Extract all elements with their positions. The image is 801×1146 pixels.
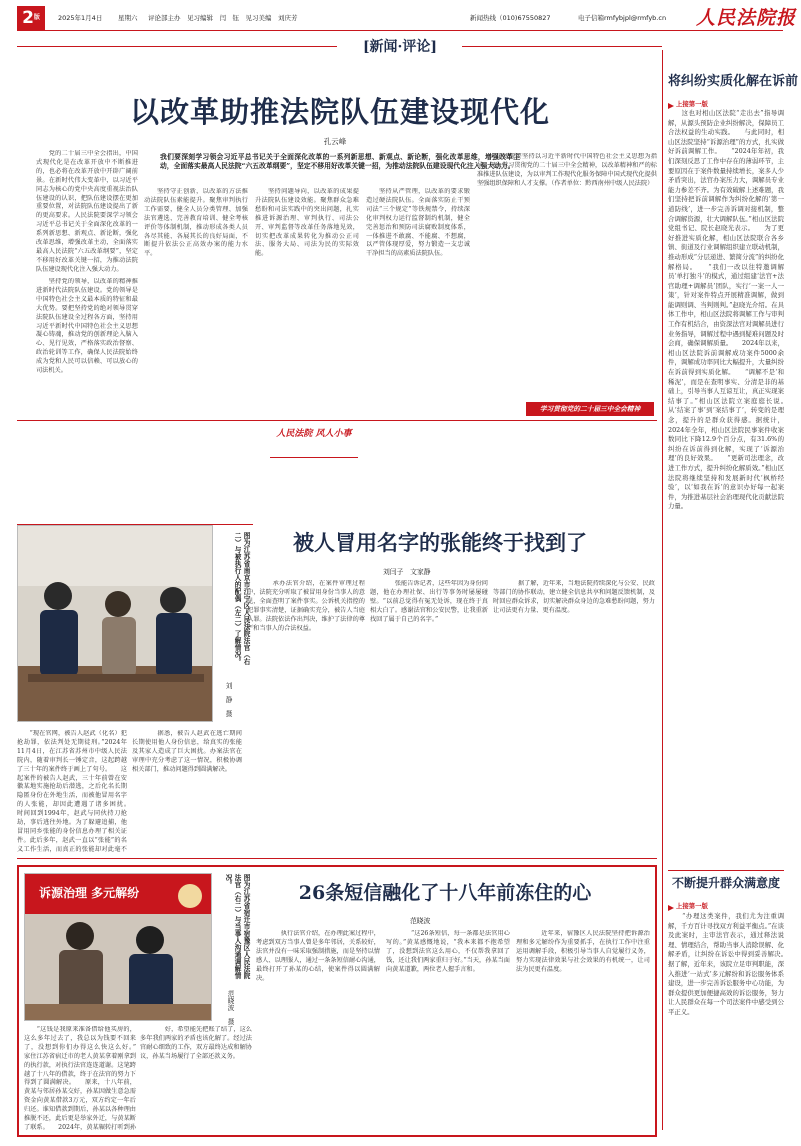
right-bottom-rule bbox=[668, 870, 784, 871]
page-suffix: 版 bbox=[33, 14, 40, 21]
story2-photo bbox=[24, 873, 212, 1021]
story2-vertical-caption: 图为江苏省宿迁市宿豫区人民法院法官（右二）与当事人沟通调解情况。 bbox=[224, 874, 250, 979]
story1-col-4 bbox=[370, 580, 488, 854]
story2-tag: 诉源治理 多元解纷 bbox=[39, 886, 140, 900]
main-article-col-1: 党的二十届三中全会指出，中国式现代化是在改革开放中不断推进的，也必将在改革开放中开辟广阔前景。在新时代伟大变革中，以习近平同志为核心的党中央高度重视法治队伍建设的认识，把队伍建设摆在更加重要位置，对法院队伍建设提出了新的更高要求。人民法院要深学习领会习近平总书记关于全面深化改革的一系列新思想、新观点、新论断，强化改革思维，增强改革主动，全面落实最高人民法院“六五改革纲要”，坚定不移用好改革关键一招，为推动法院队伍建设现代化注入强大动力。 bbox=[36, 150, 138, 273]
main-article-bottom-rule bbox=[17, 420, 657, 421]
story1-col-3-text: 承办法官介绍，在案件审理过程中，法院充分听取了被冒用身份当事人的意见，全面查明了案件事实。公诉机关指控的犯罪事实清楚，证据确实充分，被告人当庭认罪。法院依法作出判决，维护了法律的尊严和当事人的合法权益。 bbox=[247, 580, 365, 632]
page-number: 2 bbox=[22, 8, 34, 28]
courtroom-photo-illustration bbox=[18, 526, 213, 722]
story2-col-3-text: 执行法官介绍，在办理此案过程中，考虑到双方当事人曾是多年邻居，关系较好，法官并没有一味采取强制措施，而是坚持以情感人、以理服人，通过一条条短信耐心沟通，最终打开了孙某的心结，使案件得以圆满解决。 bbox=[256, 930, 380, 982]
story1-column-tag bbox=[270, 428, 358, 458]
story1-col-2-text: 据悉，被告人赵武在逃亡期间长期使用他人身份信息，给真实的张能及其家人造成了巨大困扰。办案法官在审理中充分考虑了这一情况，积极协调相关部门，推动问题得到圆满解决。 bbox=[132, 730, 242, 773]
section-rule-left bbox=[17, 46, 337, 47]
section-rule-right bbox=[462, 46, 662, 47]
right-bottom-arrow bbox=[668, 905, 674, 911]
story2-col-4 bbox=[386, 930, 510, 1132]
right-top-title: 将纠纷实质化解在诉前 bbox=[668, 74, 799, 89]
right-top-sub: 上接第一版 bbox=[676, 100, 708, 108]
main-article-lead: 我们要深刻学习领会习近平总书记关于全面深化改革的一系列新思想、新观点、新论断，强化改革思维，增强改革主动，全面落实最高人民法院“六五改革纲要”，坚定不移用好改革关键一招，为推动法院队伍建设现代化注入强大动力。 bbox=[160, 153, 520, 171]
main-article-title: 以改革助推法院队伍建设现代化 bbox=[129, 95, 550, 129]
main-article-col-6: 人民法院要坚持以习近平新时代中国特色社会主义思想为指导，深入学习贯彻党的二十届三中全会精神，以改革精神和严的标准推进队伍建设，为以审判工作现代化服务保障中国式现代化提供坚强组织保障和人才支撑。（作者单位：黔西南州中级人民法院） bbox=[477, 153, 657, 187]
story1-photo-rule bbox=[17, 524, 253, 525]
main-article-col-3: 坚持守正创新，以改革的方法推动法院队伍素能提升。聚焦审判执行工作需要，健全人员分类管理、加强法官遴选、完善教育培训、健全考核评价等体制机制，推动形成各类人员各尽其能、各展其长的良好局面，不断提升依法公正高效办案的能力水平。 bbox=[144, 188, 248, 258]
story2-author: 范晓波 bbox=[410, 917, 431, 925]
story2-photo-credit: 范晓波 摄 bbox=[226, 990, 234, 1025]
story2-col-5 bbox=[516, 930, 650, 1132]
story1-col-5 bbox=[493, 580, 655, 854]
right-column-divider bbox=[662, 50, 663, 1130]
header-hotline: 新闻热线（010)67550827 bbox=[470, 14, 551, 22]
header-editors: 评论部主办 见习编辑 闫 钰 见习美编 刘庆芳 bbox=[148, 14, 298, 22]
story2-col-5-text: 近年来，宿豫区人民法院坚持把诉源治理和多元解纷作为重要抓手，在执行工作中注重运用调解手段，积极引导当事人自觉履行义务，努力实现法律效果与社会效果的有机统一，让司法为民更有温度。 bbox=[516, 930, 650, 973]
study-banner-text: 学习贯彻党的二十届三中全会精神 bbox=[539, 405, 641, 413]
right-bottom-sub: 上接第一版 bbox=[676, 902, 708, 910]
right-top-text: 这也对相山区法院“走出去”指导调解，从源头预防企业纠纷解决，保障员工合法权益的生动实践。 与此同时，相山区法院坚持“诉源治理”的方式，扎实做好诉前调解工作。 “2024年年初，我们深刻反思了工作中存在的薄弱环节，主要原因在于案件数量持续增长，案多人少矛盾突出，法官办案压力大，调解员专业能力参差不齐。为有效破解上述难题，我们坚持把诉前调解作为纠纷化解的‘第一道防线’，进一步完善诉调对接机制，整合调解资源，壮大调解队伍。”相山区法院党组书记、院长赵晓光表示。 为了更好推进实质化解，相山区法院联合各乡镇、街道及行业调解组织建立联动机制，推动形成“分层递进、繁简分流”的纠纷化解格局。 “我们一改以往特邀调解员‘单打独斗’的模式，通过组建‘法官+法官助理+调解员’团队，实行‘一案一人一策’，针对案件特点开展精准调解，做到能调则调、当判则判。”赵晓光介绍。在具体工作中，相山区法院将调解工作与审判工作有机结合，由资深法官对调解员进行业务指导，调解过程中遇到疑难问题及时会商，确保调解质量。 2024年以来，相山区法院诉前调解成功案件5000余件，调解成功率同比大幅提升，大量纠纷在诉前得到实质化解。 “调解不是‘和稀泥’，而是在查明事实、分清是非的基础上，引导当事人互谅互让，真正实现案结事了。”相山区法院立案庭庭长说。 从‘结案了事’到‘案结事了’，转变的是理念，提升的是群众获得感。据统计，2024年全年，相山区法院民事案件收案数同比下降12.9个百分点，有31.6%的纠纷在诉前得到化解，实现了‘诉源治理’的良好效果。 “更新司法理念，改进工作方式，提升纠纷化解质效。”相山区法院将继续坚持和发展新时代‘枫桥经验’，以‘如我在诉’的意识办好每一起案件，为推进基层社会治理现代化贡献法院力量。 bbox=[668, 109, 784, 511]
header-rule bbox=[17, 30, 783, 31]
header-email: 电子信箱rmfybjpl@rmfyb.cn bbox=[578, 14, 667, 22]
story1-col-2 bbox=[132, 730, 242, 854]
story1-title: 被人冒用名字的张能终于找到了 bbox=[293, 530, 587, 555]
right-bottom-title: 不断提升群众满意度 bbox=[672, 876, 781, 890]
story1-col-4-text: 张能告诉记者，这些年因为身份问题，他在办理社保、出行等事务时屡屡碰壁。“以前总觉得有冤无处诉，现在终于真相大白了。感谢法官和公安民警，让我重新找回了属于自己的名字。” bbox=[370, 580, 488, 623]
story1-col-3 bbox=[247, 580, 365, 854]
page-number-badge bbox=[17, 6, 45, 30]
story1-tag-text: 人民法院 风人小事 bbox=[276, 429, 352, 439]
main-article-author: 孔云峰 bbox=[323, 137, 347, 146]
story1-author: 刘闫子 文家静 bbox=[383, 568, 431, 576]
story2-title: 26条短信融化了十八年前冻住的心 bbox=[298, 882, 592, 904]
study-banner bbox=[526, 402, 654, 416]
story2-col-3 bbox=[256, 930, 380, 1132]
story2-col-2-text: 好，希望能先把账了结了，这么多年我们两家的矛盾也该化解了。经过法官耐心细致的工作，双方最终达成和解协议，孙某当场履行了全部还款义务。 bbox=[140, 1026, 252, 1060]
story2-col-4-text: “这26条短信，每一条都是法官用心写的。”黄某感慨地说，“我本来都不抱希望了，没想到法官这么用心，不仅帮我拿回了钱，还让我们两家重归于好。”当天，孙某当面向黄某道歉，两位老人握手言和。 bbox=[386, 930, 510, 973]
main-article-col-5: 坚持从严管理，以改革的要求锻造过硬法院队伍。全面落实防止干预司法“三个规定”等铁规禁令，持续深化审判权力运行监督制约机制，健全完善惩治和预防司法腐败制度体系，一体推进不敢腐、不能腐、不想腐，以严管体现厚爱，努力锻造一支忠诚干净担当的高素质法院队伍。 bbox=[366, 188, 470, 258]
main-article-col-2: 坚持党的领导，以改革的精神推进新时代法院队伍建设。党的领导是中国特色社会主义最本质的特征和最大优势。要把坚持党的绝对领导贯穿法院队伍建设全过程各方面，坚持用习近平新时代中国特色社会主义思想凝心铸魂，推动党的创新理论入脑入心、见行见效，严格落实政治督察、政治轮训等工作，确保人民法院始终成为党和人民可以信赖、可以放心的司法机关。 bbox=[36, 278, 138, 375]
right-bottom-text: “办理这类案件，我们尤为注重调解，千方百计寻找双方利益平衡点。”在谈及此案时，主审法官表示，通过释法说理、情理结合，帮助当事人消除误解、化解矛盾，让纠纷在诉讼中得到妥善解决。 据了解，近年来，该院立足审判职能，深入推进‘一站式’多元解纷和诉讼服务体系建设，进一步完善诉讼服务中心功能，为群众提供更加便捷高效的诉讼服务，努力让人民群众在每一个司法案件中感受到公平正义。 bbox=[668, 912, 784, 1016]
header-weekday: 星期六 bbox=[118, 14, 138, 22]
main-article-col-4: 坚持问题导向，以改革的成果提升法院队伍建设效能。聚焦群众急难愁盼和司法实践中的突出问题，扎实推进诉源治理、审判执行、司法公开、审判监督等改革任务落地见效，切实把改革成果转化为推动公正司法、服务大局、司法为民的实际效能。 bbox=[255, 188, 359, 258]
story1-col-5-text: 据了解，近年来，当地法院持续深化与公安、民政等部门的协作联动，建立健全信息共享和问题反馈机制，及时回应群众诉求，切实解决群众身边的急难愁盼问题，努力让司法更有力量、更有温度。 bbox=[493, 580, 655, 614]
story2-col-1: “这钱是我原来准备借给他买房的，这么多年过去了，我总以为钱要不回来了，没想到你们办得这么快这么好。” 家住江苏省宿迁市的老人黄某拿着刚拿到的执行款，对执行法官连连道谢。这笔跨越了十八年的借款，终于在法官的努力下得到了圆满解决。 原来，十八年前，黄某与邻居孙某交好，孙某因做生意急需资金向黄某借款3万元，双方约定一年后归还。谁知借款到期后，孙某以各种理由推脱不还，此后更是举家外迁，与黄某断了联系。 2024年，黄某辗转打听到孙 bbox=[24, 1026, 136, 1131]
story2-col-2 bbox=[140, 1026, 252, 1132]
header-date: 2025年1月4日 bbox=[58, 14, 103, 22]
story1-photo bbox=[17, 525, 213, 722]
story1-col-1: “现在官网，被告人赵武（化名）犯抢劫罪，依法判处无期徒刑。”2024年11月4日，在江苏省苏州市中级人民法院内，随着审判长一锤定音，这起跨越了三十年的案件终于画上了句号。 这起案件的被告人赵武，三十年前曾在安徽某地实施抢劫后潜逃，之后化名长期隐匿身份在外地生活，而被他冒用名字的人张能，却因此遭遇了诸多困扰。 时间回到1994年，赵武与同伙持刀抢劫，事后逃往外地。为了躲避追捕，他冒用同乡张能的身份信息办理了相关证件。此后多年，赵武一直以“张能”的名义工作生活，而真正的张能却对此毫不 bbox=[17, 730, 127, 853]
story1-vertical-caption: 图为江苏省南京市江宁区人民法院法官（右二）与被执行人的配偶（左二）了解情况。 bbox=[233, 532, 250, 665]
story1-photo-credit: 刘 静 摄 bbox=[224, 682, 232, 717]
section-title: [新闻·评论] bbox=[362, 39, 438, 55]
story1-bottom-rule bbox=[17, 858, 657, 859]
brand-logo: 人民法院报 bbox=[696, 7, 797, 29]
